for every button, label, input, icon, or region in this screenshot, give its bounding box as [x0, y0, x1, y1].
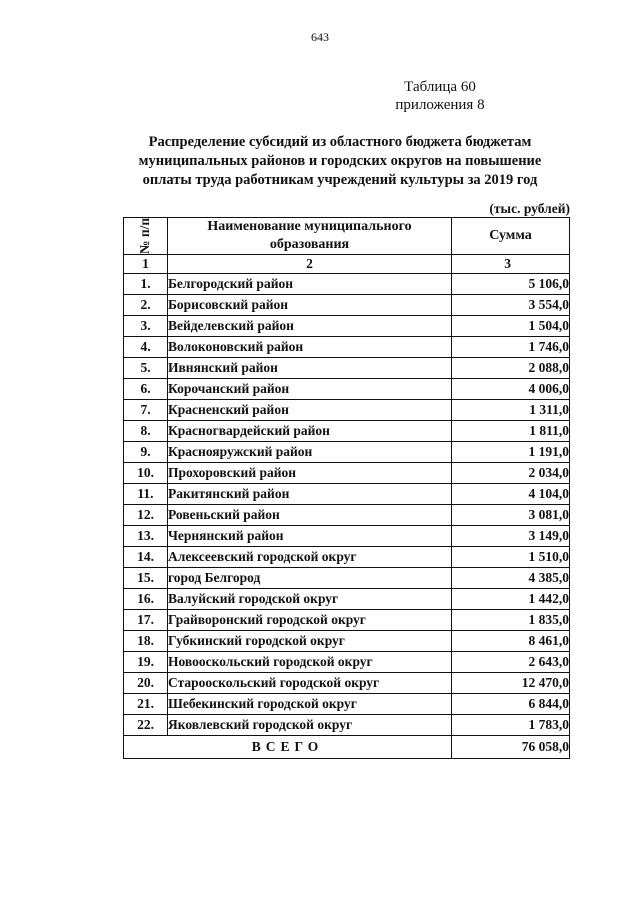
row-number: 19.: [124, 652, 168, 673]
row-number: 13.: [124, 526, 168, 547]
row-sum: 4 006,0: [452, 379, 570, 400]
row-number: 8.: [124, 421, 168, 442]
row-sum: 5 106,0: [452, 274, 570, 295]
table-row: [124, 400, 570, 421]
row-sum: 3 554,0: [452, 295, 570, 316]
row-sum: 1 783,0: [452, 715, 570, 736]
row-sum: 1 191,0: [452, 442, 570, 463]
table-row: [124, 673, 570, 694]
row-sum: 3 149,0: [452, 526, 570, 547]
total-label: ВСЕГО: [124, 736, 452, 759]
row-number: 2.: [124, 295, 168, 316]
row-name: Грайворонский городской округ: [168, 610, 452, 631]
row-name: Губкинский городской округ: [168, 631, 452, 652]
row-name: Чернянский район: [168, 526, 452, 547]
title-line1: Распределение субсидий из областного бюджета бюджетам: [148, 134, 532, 150]
table-row: [124, 274, 570, 295]
row-name: Прохоровский район: [168, 463, 452, 484]
row-sum: 3 081,0: [452, 505, 570, 526]
table-row: [124, 547, 570, 568]
column-index-3: 3: [452, 255, 570, 274]
title-line3: оплаты труда работникам учреждений культуры за 2019 год: [142, 172, 538, 188]
row-name: Шебекинский городской округ: [168, 694, 452, 715]
row-name: Вейделевский район: [168, 316, 452, 337]
table-row: [124, 526, 570, 547]
row-number: 5.: [124, 358, 168, 379]
table-ref-line1: Таблица 60: [404, 79, 476, 95]
table-row: [124, 463, 570, 484]
row-number: 21.: [124, 694, 168, 715]
row-sum: 1 510,0: [452, 547, 570, 568]
row-name: Краснояружский район: [168, 442, 452, 463]
column-index-2: 2: [168, 255, 452, 274]
table-row: [124, 421, 570, 442]
row-number: 20.: [124, 673, 168, 694]
row-sum: 2 034,0: [452, 463, 570, 484]
row-name: Ивнянский район: [168, 358, 452, 379]
table-row: [124, 631, 570, 652]
row-name: Яковлевский городской округ: [168, 715, 452, 736]
row-sum: 4 104,0: [452, 484, 570, 505]
row-name: Алексеевский городской округ: [168, 547, 452, 568]
total-row: [124, 736, 570, 759]
header-row: [124, 218, 570, 255]
row-name: Белгородский район: [168, 274, 452, 295]
table-row: [124, 484, 570, 505]
row-name: Старооскольский городской округ: [168, 673, 452, 694]
row-number: 6.: [124, 379, 168, 400]
header-name-line1: Наименование муниципального: [207, 219, 412, 234]
row-sum: 2 643,0: [452, 652, 570, 673]
header-name: [168, 218, 452, 255]
row-number: 4.: [124, 337, 168, 358]
row-sum: 2 088,0: [452, 358, 570, 379]
table-body: [124, 255, 570, 736]
row-sum: 1 811,0: [452, 421, 570, 442]
row-sum: 6 844,0: [452, 694, 570, 715]
page-number: 643: [311, 30, 329, 44]
title-line2: муниципальных районов и городских округов на повышение: [138, 153, 542, 169]
row-sum: 1 311,0: [452, 400, 570, 421]
row-number: 7.: [124, 400, 168, 421]
row-number: 1.: [124, 274, 168, 295]
header-name-line2: образования: [269, 237, 350, 252]
table-row: [124, 589, 570, 610]
units-label: (тыс. рублей): [489, 201, 570, 216]
row-name: Красногвардейский район: [168, 421, 452, 442]
table-row: [124, 379, 570, 400]
table-ref-line2: приложения 8: [395, 97, 485, 113]
row-name: Корочанский район: [168, 379, 452, 400]
row-sum: 12 470,0: [452, 673, 570, 694]
subsidies-table: [123, 217, 570, 759]
row-name: Новооскольский городской округ: [168, 652, 452, 673]
table-row: [124, 358, 570, 379]
table-reference: [360, 78, 520, 114]
row-sum: 4 385,0: [452, 568, 570, 589]
row-number: 11.: [124, 484, 168, 505]
row-number: 14.: [124, 547, 168, 568]
row-number: 9.: [124, 442, 168, 463]
row-sum: 1 442,0: [452, 589, 570, 610]
header-num: [124, 218, 168, 255]
table-row: [124, 715, 570, 736]
row-number: 12.: [124, 505, 168, 526]
table-row: [124, 610, 570, 631]
document-title: [110, 133, 570, 190]
row-number: 22.: [124, 715, 168, 736]
row-name: Ровеньский район: [168, 505, 452, 526]
table-row: [124, 295, 570, 316]
row-sum: 1 746,0: [452, 337, 570, 358]
row-number: 10.: [124, 463, 168, 484]
row-name: Валуйский городской округ: [168, 589, 452, 610]
table-row: [124, 316, 570, 337]
table-row: [124, 442, 570, 463]
row-number: 15.: [124, 568, 168, 589]
row-name: Волоконовский район: [168, 337, 452, 358]
row-number: 3.: [124, 316, 168, 337]
header-num-label: № п/п: [137, 217, 153, 255]
row-sum: 1 835,0: [452, 610, 570, 631]
row-name: город Белгород: [168, 568, 452, 589]
row-name: Борисовский район: [168, 295, 452, 316]
table-row: [124, 694, 570, 715]
row-sum: 1 504,0: [452, 316, 570, 337]
table-row: [124, 568, 570, 589]
row-number: 18.: [124, 631, 168, 652]
table-row: [124, 505, 570, 526]
row-number: 17.: [124, 610, 168, 631]
row-sum: 8 461,0: [452, 631, 570, 652]
row-name: Красненский район: [168, 400, 452, 421]
header-sum: Сумма: [452, 218, 570, 255]
table-row: [124, 652, 570, 673]
row-number: 16.: [124, 589, 168, 610]
column-index-row: [124, 255, 570, 274]
row-name: Ракитянский район: [168, 484, 452, 505]
column-index-1: 1: [124, 255, 168, 274]
table-row: [124, 337, 570, 358]
total-sum: 76 058,0: [452, 736, 570, 759]
